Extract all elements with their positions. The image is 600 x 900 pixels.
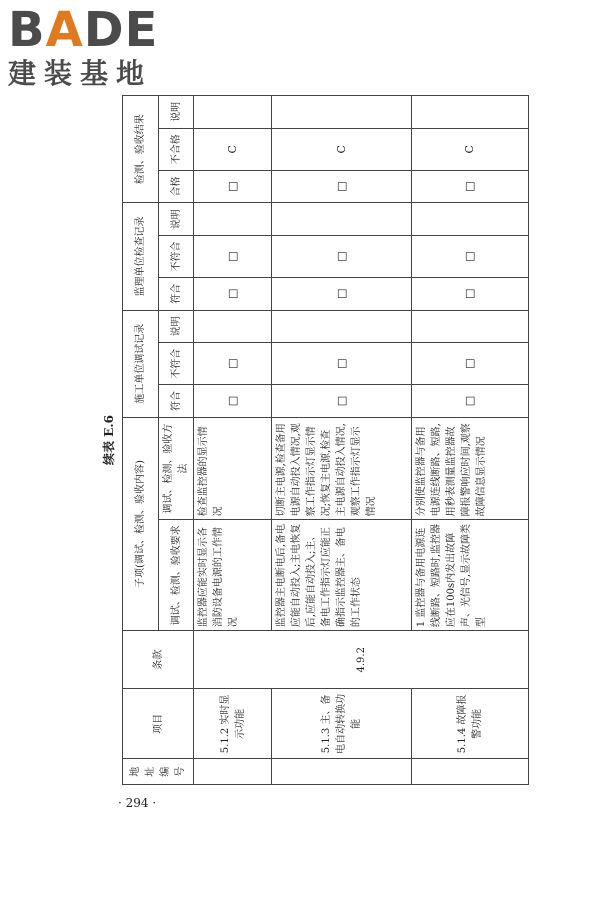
requirement-cell: 监控器主电断电后,备电应能自动投入;主电恢复后,应能自动投入;主、备电工作指示灯应能正确指示监控器主、备电的工作状态 [272,520,412,631]
header-sub-item: 子项(调试、检测、验收内容) [123,417,159,630]
header-s-pass: 符合 [159,277,194,310]
header-requirements: 调试、检测、验收要求 [159,520,194,631]
header-s-note: 说明 [159,203,194,236]
logo-subtitle: 建装基地 [8,57,153,90]
c-note-cell [194,310,272,343]
clause-cell: 4.9.2 [194,631,529,689]
checkbox-c-fail[interactable]: □ [225,358,239,369]
header-item: 项目 [123,689,194,759]
address-code-cell [194,759,272,785]
c-note-cell [272,310,412,343]
header-method: 调试、检测、验收方法 [159,417,194,520]
table-caption: 续表 E.6 [102,415,116,465]
checkbox-s-pass[interactable]: □ [225,288,239,299]
checkbox-s-fail[interactable]: □ [225,251,239,262]
s-note-cell [412,203,529,236]
table-row [194,96,272,785]
header-address-code: 地址编号 [123,759,194,785]
item-cell: 5.1.3 主、备电自动转换功能 [272,689,412,759]
header-c-note: 说明 [159,310,194,343]
method-cell: 检查监控器的显示情况 [194,417,272,520]
checkbox-r-qualified[interactable]: □ [225,181,239,192]
header-c-fail: 不符合 [159,343,194,385]
r-note-cell [194,96,272,129]
checkbox-c-fail[interactable]: □ [334,358,348,369]
result-mark: C [225,145,239,154]
checkbox-c-fail[interactable]: □ [463,358,476,369]
requirement-cell: 监控器应能实时显示各消防设备电源的工作情况 [194,520,272,631]
r-note-cell [272,96,412,129]
address-code-cell [272,759,412,785]
checkbox-c-pass[interactable]: □ [225,395,239,407]
header-r-unqualified: 不合格 [159,128,194,170]
checkbox-r-qualified[interactable]: □ [463,181,476,192]
inspection-table [122,95,529,785]
checkbox-s-pass[interactable]: □ [334,288,348,299]
checkbox-s-pass[interactable]: □ [463,288,476,299]
header-supervisor: 监理单位检查记录 [123,203,159,310]
method-cell: 分别使监控器与备用电源连线断路、短路,用秒表测量监控器故障报警响应时间,观察故障信息显示情况 [412,417,529,520]
r-note-cell [412,96,529,129]
header-result: 检测、验收结果 [123,96,159,203]
checkbox-s-fail[interactable]: □ [334,251,348,262]
item-cell: 5.1.2 实时显示功能 [194,689,272,759]
method-cell: 切断主电源,检查备用电源自动投入情况,观察工作指示灯显示情况;恢复主电源,检查主电源自动投入情况,观察工作指示灯显示情况 [272,417,412,520]
c-note-cell [412,310,529,343]
requirement-cell: 1 监控器与备用电源连线断路、短路时,监控器应在100s内发出故障声、光信号,显示故障类型 [412,520,529,631]
header-clause: 条款 [123,631,194,689]
page-number: · 294 · [118,796,157,810]
rotated-table-region [100,95,495,785]
checkbox-s-fail[interactable]: □ [463,251,476,262]
result-mark: C [334,145,348,154]
header-c-pass: 符合 [159,385,194,418]
header-r-note: 说明 [159,96,194,129]
checkbox-r-qualified[interactable]: □ [334,181,348,192]
s-note-cell [272,203,412,236]
checkbox-c-pass[interactable]: □ [463,395,476,407]
header-constructor: 施工单位调试记录 [123,310,159,417]
header-r-qualified: 合格 [159,170,194,203]
logo-wordmark: BADE [8,2,159,58]
item-cell: 5.1.4 故障报警功能 [412,689,529,759]
checkbox-c-pass[interactable]: □ [334,395,348,407]
header-s-fail: 不符合 [159,236,194,278]
address-code-cell [412,759,529,785]
result-mark: C [463,145,476,154]
bade-logo [2,2,182,88]
s-note-cell [194,203,272,236]
